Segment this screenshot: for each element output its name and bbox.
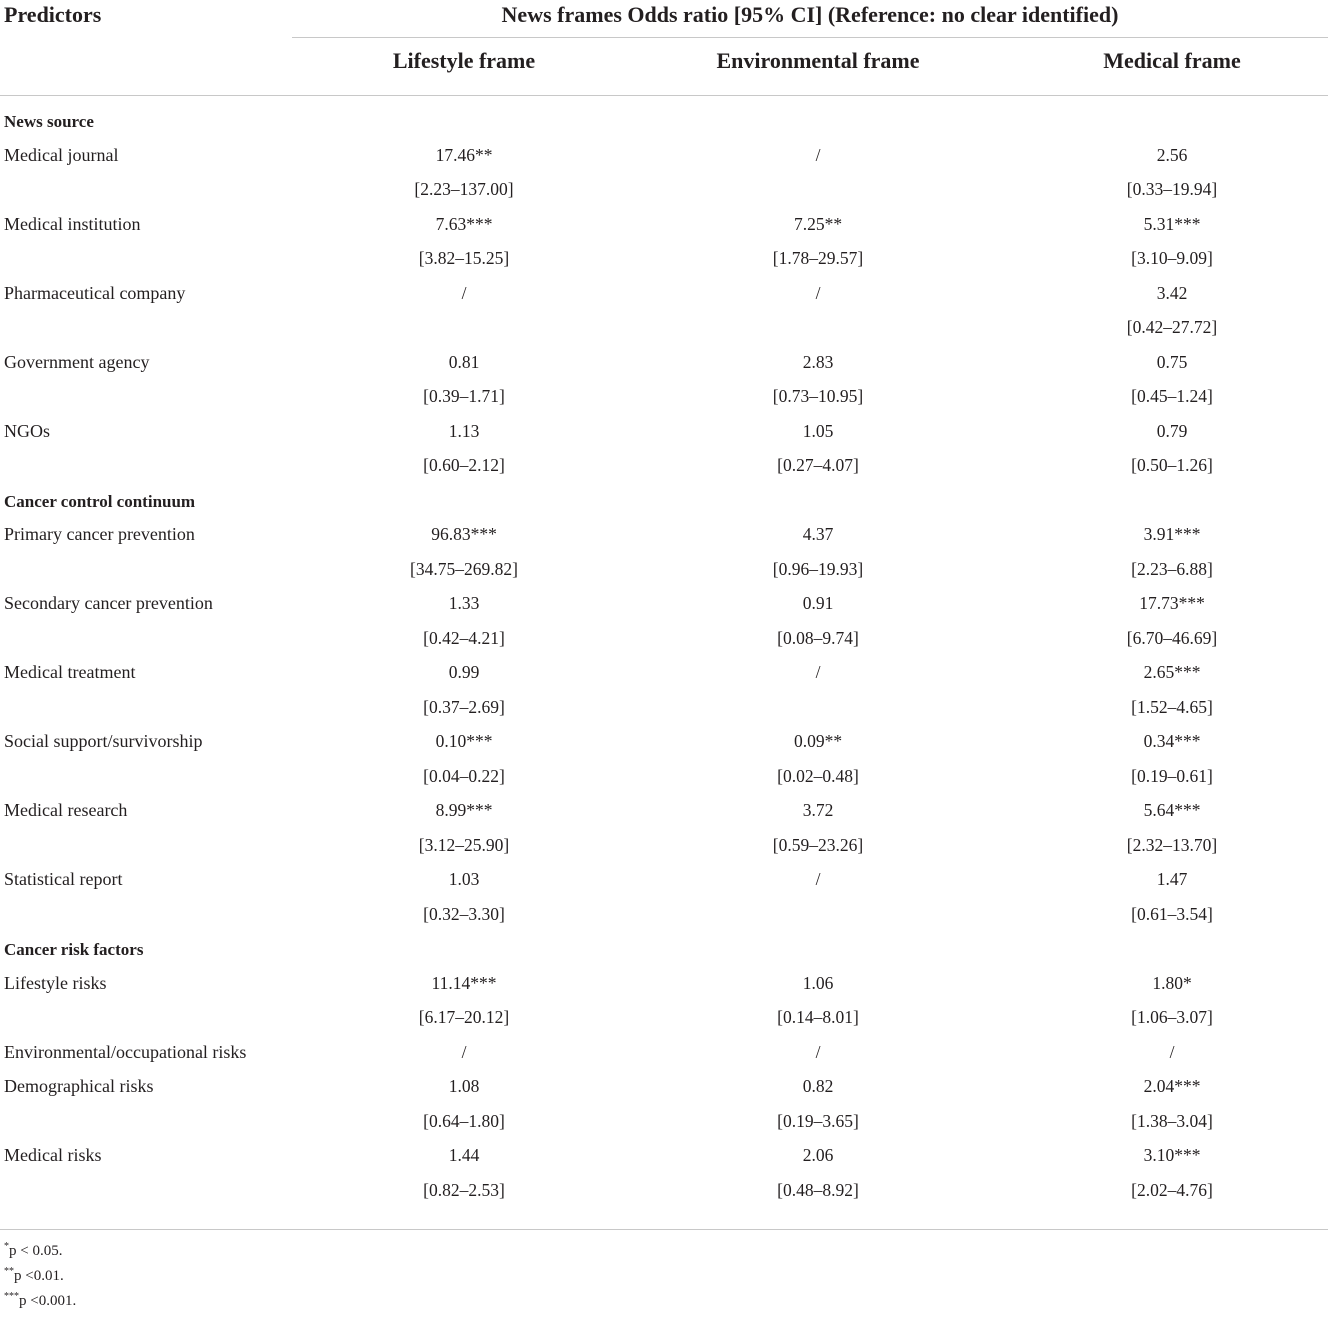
confidence-interval-medical: [2.02–4.76]: [1131, 1179, 1213, 1200]
odds-ratio-environmental: /: [815, 144, 821, 165]
row-label: Medical institution: [4, 213, 141, 234]
odds-ratio-environmental: 2.06: [802, 1145, 834, 1165]
confidence-interval-medical: [2.32–13.70]: [1126, 834, 1218, 855]
confidence-interval-environmental: [1.78–29.57]: [772, 248, 864, 268]
odds-ratio-lifestyle: 17.46**: [435, 144, 493, 165]
confidence-interval-medical: [0.61–3.54]: [1131, 903, 1213, 924]
odds-ratio-environmental: 0.09**: [793, 731, 843, 751]
significance-stars: **: [824, 731, 843, 751]
row-label: Environmental/occupational risks: [4, 1041, 247, 1062]
confidence-interval-lifestyle: [34.75–269.82]: [410, 558, 518, 579]
odds-ratio-environmental: /: [815, 869, 821, 889]
row-label: Demographical risks: [4, 1076, 154, 1096]
odds-ratio-environmental: /: [815, 282, 821, 303]
predictors-header: Predictors: [4, 2, 102, 27]
odds-ratio-environmental: 7.25**: [793, 213, 843, 234]
significance-stars: ***: [1174, 800, 1201, 820]
row-label: Primary cancer prevention: [4, 524, 195, 544]
confidence-interval-environmental: [0.27–4.07]: [777, 455, 859, 475]
odds-ratio-medical: 0.34***: [1143, 731, 1201, 751]
confidence-interval-medical: [0.33–19.94]: [1126, 179, 1218, 199]
significance-stars: ***: [466, 731, 493, 751]
odds-ratio-medical: 3.42: [1156, 282, 1188, 303]
row-label: NGOs: [4, 420, 51, 441]
confidence-interval-lifestyle: [3.82–15.25]: [418, 248, 510, 268]
odds-ratio-lifestyle: 1.03: [448, 869, 480, 889]
confidence-interval-environmental: [0.02–0.48]: [777, 765, 859, 786]
odds-ratio-medical: 5.64***: [1143, 800, 1201, 820]
footnote: **p <0.01.: [4, 1266, 64, 1284]
column-header-lifestyle: Lifestyle frame: [392, 48, 536, 73]
row-label: Medical treatment: [4, 662, 136, 682]
column-header-medical: Medical frame: [1103, 48, 1241, 73]
odds-ratio-medical: 17.73***: [1139, 593, 1205, 613]
column-header-environmental: Environmental frame: [716, 48, 920, 73]
odds-ratio-medical: 3.91***: [1143, 524, 1201, 544]
confidence-interval-lifestyle: [2.23–137.00]: [414, 179, 514, 199]
header-rule-bottom: [0, 95, 1328, 96]
confidence-interval-medical: [1.52–4.65]: [1131, 696, 1213, 717]
odds-ratio-environmental: 0.82: [802, 1076, 834, 1096]
header-rule-spanner: [292, 37, 1328, 38]
odds-ratio-lifestyle: 1.08: [448, 1076, 480, 1096]
odds-ratio-environmental: /: [815, 662, 821, 682]
confidence-interval-medical: [0.42–27.72]: [1126, 317, 1218, 337]
confidence-interval-medical: [0.45–1.24]: [1131, 386, 1213, 406]
odds-ratio-environmental: 4.37: [802, 524, 834, 544]
odds-ratio-environmental: 1.05: [802, 420, 834, 441]
odds-ratio-medical: 0.75: [1156, 351, 1188, 372]
significance-stars: ***: [1174, 524, 1201, 544]
odds-ratio-lifestyle: 1.33: [448, 593, 480, 613]
confidence-interval-environmental: [0.14–8.01]: [777, 1007, 859, 1027]
odds-ratio-environmental: /: [815, 1041, 821, 1062]
odds-ratio-lifestyle: 0.10***: [435, 731, 493, 751]
confidence-interval-medical: [0.19–0.61]: [1131, 765, 1213, 786]
confidence-interval-lifestyle: [0.32–3.30]: [423, 903, 505, 924]
significance-stars: ***: [1174, 1076, 1201, 1096]
confidence-interval-environmental: [0.59–23.26]: [772, 834, 864, 855]
odds-ratio-medical: 1.80*: [1152, 972, 1192, 993]
significance-stars: ***: [1174, 1145, 1201, 1165]
odds-ratio-lifestyle: 0.81: [448, 351, 480, 372]
confidence-interval-lifestyle: [0.04–0.22]: [423, 765, 505, 786]
confidence-interval-lifestyle: [0.60–2.12]: [423, 455, 505, 475]
confidence-interval-environmental: [0.19–3.65]: [777, 1110, 859, 1131]
confidence-interval-lifestyle: [0.39–1.71]: [423, 386, 505, 406]
odds-ratio-lifestyle: 8.99***: [435, 800, 493, 820]
odds-ratio-environmental: 0.91: [802, 593, 834, 613]
significance-stars: ***: [466, 213, 493, 234]
row-label: Statistical report: [4, 869, 123, 889]
significance-stars: ***: [1174, 213, 1201, 234]
odds-ratio-medical: 5.31***: [1143, 213, 1201, 234]
row-label: Medical research: [4, 800, 128, 820]
section-title: Cancer risk factors: [4, 940, 144, 959]
odds-ratio-lifestyle: /: [461, 1041, 467, 1062]
odds-ratio-environmental: 3.72: [802, 800, 834, 820]
significance-stars: *: [1182, 972, 1192, 993]
confidence-interval-lifestyle: [0.82–2.53]: [423, 1179, 505, 1200]
odds-ratio-environmental: 1.06: [802, 972, 834, 993]
odds-ratio-medical: /: [1169, 1041, 1175, 1062]
row-label: Lifestyle risks: [4, 972, 107, 993]
odds-ratio-medical: 2.56: [1156, 144, 1188, 165]
confidence-interval-medical: [1.38–3.04]: [1131, 1110, 1213, 1131]
significance-stars: ***: [1178, 593, 1205, 613]
section-title: News source: [4, 112, 94, 131]
odds-ratio-lifestyle: /: [461, 282, 467, 303]
odds-ratio-medical: 3.10***: [1143, 1145, 1201, 1165]
significance-stars: **: [474, 144, 493, 165]
table-bottom-rule: [0, 1229, 1328, 1230]
row-label: Pharmaceutical company: [4, 282, 186, 303]
significance-stars: ***: [1174, 731, 1201, 751]
confidence-interval-lifestyle: [0.64–1.80]: [423, 1110, 505, 1131]
confidence-interval-lifestyle: [0.42–4.21]: [423, 627, 505, 648]
confidence-interval-environmental: [0.08–9.74]: [777, 627, 859, 648]
confidence-interval-lifestyle: [6.17–20.12]: [418, 1007, 510, 1027]
odds-ratio-lifestyle: 1.44: [448, 1145, 480, 1165]
odds-ratio-medical: 1.47: [1156, 869, 1188, 889]
significance-stars: **: [824, 213, 843, 234]
section-title: Cancer control continuum: [4, 491, 196, 511]
confidence-interval-medical: [1.06–3.07]: [1131, 1007, 1213, 1027]
confidence-interval-environmental: [0.96–19.93]: [772, 558, 864, 579]
odds-ratio-lifestyle: 1.13: [448, 420, 480, 441]
confidence-interval-medical: [0.50–1.26]: [1131, 455, 1213, 475]
footnote: *p < 0.05.: [4, 1241, 63, 1259]
odds-ratio-environmental: 2.83: [802, 351, 834, 372]
significance-stars: ***: [1174, 662, 1201, 682]
row-label: Government agency: [4, 351, 150, 372]
odds-ratio-medical: 2.04***: [1143, 1076, 1201, 1096]
confidence-interval-lifestyle: [0.37–2.69]: [423, 696, 505, 717]
confidence-interval-environmental: [0.73–10.95]: [772, 386, 864, 406]
odds-ratio-medical: 2.65***: [1143, 662, 1201, 682]
odds-ratio-lifestyle: 96.83***: [431, 524, 497, 544]
news-frames-header: News frames Odds ratio [95% CI] (Reference: no clear identified): [501, 2, 1119, 27]
odds-ratio-lifestyle: 11.14***: [431, 972, 497, 993]
confidence-interval-environmental: [0.48–8.92]: [777, 1179, 859, 1200]
confidence-interval-medical: [6.70–46.69]: [1126, 627, 1218, 648]
row-label: Medical journal: [4, 144, 119, 165]
odds-ratio-lifestyle: 7.63***: [435, 213, 493, 234]
significance-stars: ***: [466, 800, 493, 820]
significance-stars: ***: [470, 524, 497, 544]
row-label: Secondary cancer prevention: [4, 593, 213, 613]
footnote: ***p <0.001.: [4, 1291, 77, 1309]
confidence-interval-medical: [2.23–6.88]: [1131, 558, 1213, 579]
significance-stars: ***: [470, 972, 497, 993]
confidence-interval-medical: [3.10–9.09]: [1131, 248, 1213, 268]
row-label: Medical risks: [4, 1145, 102, 1165]
row-label: Social support/survivorship: [4, 731, 203, 751]
odds-ratio-medical: 0.79: [1156, 420, 1188, 441]
confidence-interval-lifestyle: [3.12–25.90]: [418, 834, 510, 855]
odds-ratio-lifestyle: 0.99: [448, 662, 480, 682]
